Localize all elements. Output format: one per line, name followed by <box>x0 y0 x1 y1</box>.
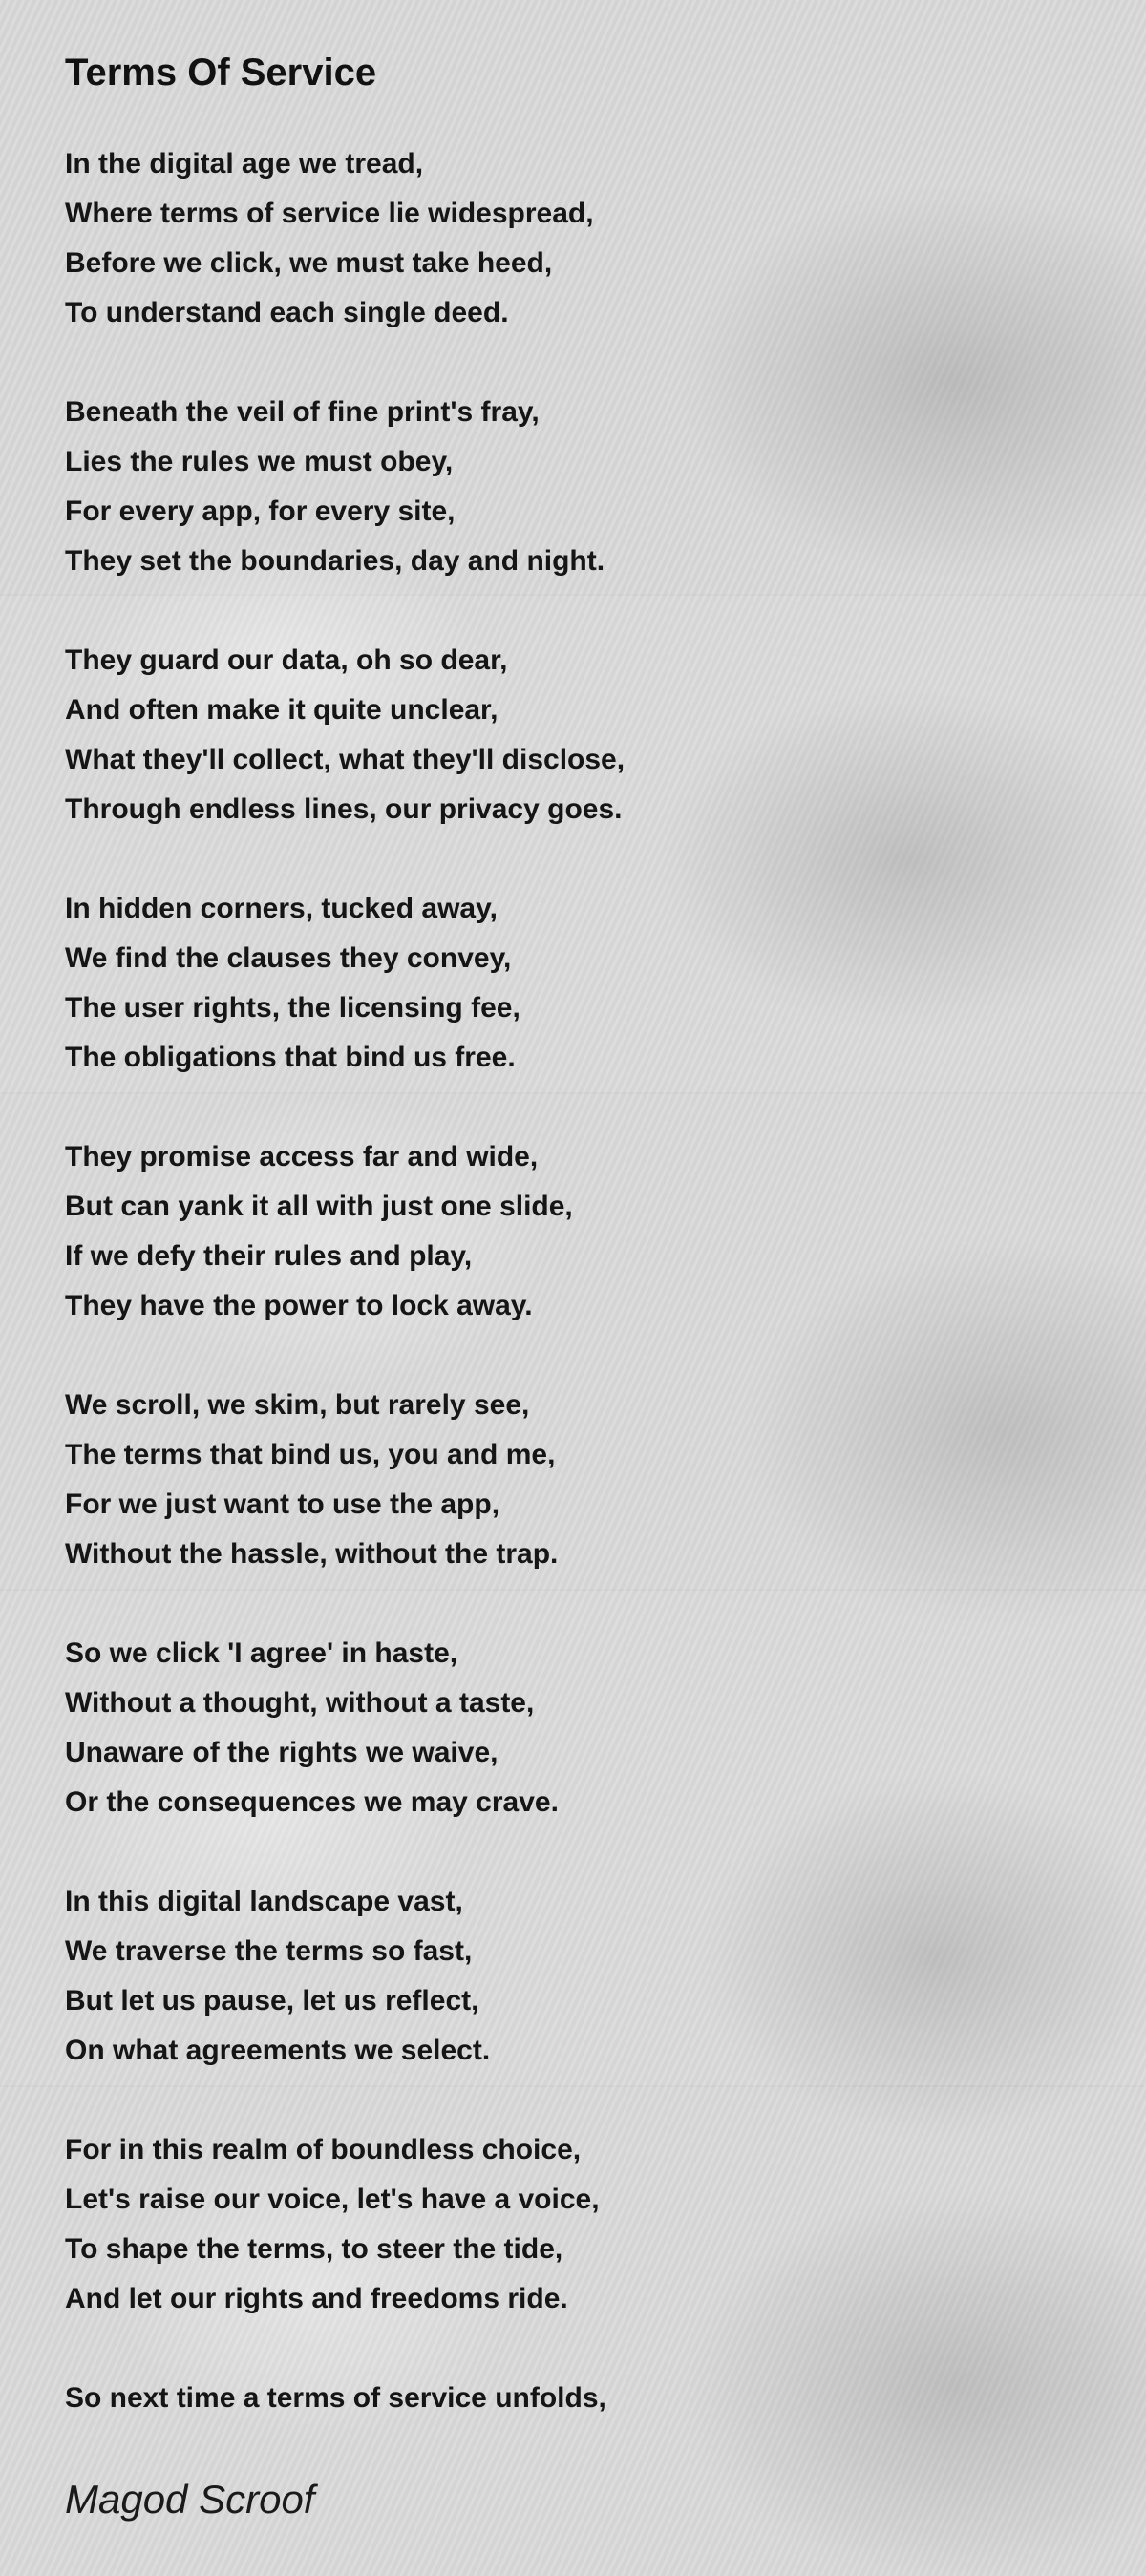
poem-stanza <box>65 1132 1077 1331</box>
poem-title: Terms Of Service <box>65 52 377 94</box>
poem-line: Unaware of the rights we waive, <box>65 1737 499 1768</box>
poem-line: They set the boundaries, day and night. <box>65 545 605 577</box>
poem-line: Before we click, we must take heed, <box>65 247 553 279</box>
poem-author: Magod Scroof <box>65 2477 315 2522</box>
poem-line: Without a thought, without a taste, <box>65 1687 535 1719</box>
poem-stanza <box>65 139 1077 338</box>
poem-line: We traverse the terms so fast, <box>65 1935 473 1967</box>
poem-stanza <box>65 636 1077 834</box>
poem-line: The user rights, the licensing fee, <box>65 992 520 1024</box>
poem-line: And often make it quite unclear, <box>65 694 499 726</box>
poem-line: If we defy their rules and play, <box>65 1240 473 1272</box>
poem-line: And let our rights and freedoms ride. <box>65 2283 568 2314</box>
poem-line: To shape the terms, to steer the tide, <box>65 2233 563 2265</box>
poem-line: On what agreements we select. <box>65 2035 491 2066</box>
poem-line: Where terms of service lie widespread, <box>65 198 594 229</box>
poem-line: For we just want to use the app, <box>65 1489 500 1520</box>
poem-line: But let us pause, let us reflect, <box>65 1985 479 2016</box>
poem-line: So next time a terms of service unfolds, <box>65 2382 606 2414</box>
poem-line: What they'll collect, what they'll disclose, <box>65 744 626 775</box>
poem-line: We find the clauses they convey, <box>65 942 512 974</box>
poem-line: The terms that bind us, you and me, <box>65 1439 556 1470</box>
poem-stanza <box>65 2374 1077 2423</box>
poem-line: Beneath the veil of fine print's fray, <box>65 396 540 428</box>
poem-line: For every app, for every site, <box>65 496 456 527</box>
poem-line: Without the hassle, without the trap. <box>65 1538 559 1570</box>
poem-stanza <box>65 1629 1077 1827</box>
poem-stanza <box>65 2125 1077 2324</box>
poem-container <box>65 48 1077 2473</box>
poem-line: For in this realm of boundless choice, <box>65 2134 582 2165</box>
poem-body <box>65 139 1077 2423</box>
poem-line: In the digital age we tread, <box>65 148 424 179</box>
poem-line: The obligations that bind us free. <box>65 1042 516 1073</box>
poem-line: They have the power to lock away. <box>65 1290 533 1321</box>
poem-line: We scroll, we skim, but rarely see, <box>65 1389 530 1421</box>
poem-line: Lies the rules we must obey, <box>65 446 454 477</box>
poem-line: They promise access far and wide, <box>65 1141 539 1172</box>
poem-line: In this digital landscape vast, <box>65 1886 463 1917</box>
poem-line: In hidden corners, tucked away, <box>65 893 498 924</box>
poem-line: They guard our data, oh so dear, <box>65 644 508 676</box>
poem-line: So we click 'I agree' in haste, <box>65 1637 458 1669</box>
poem-line: Or the consequences we may crave. <box>65 1786 559 1818</box>
poem-stanza <box>65 1877 1077 2076</box>
poem-line: To understand each single deed. <box>65 297 509 328</box>
poem-line: Through endless lines, our privacy goes. <box>65 793 623 825</box>
poem-stanza <box>65 1381 1077 1579</box>
poem-stanza <box>65 388 1077 586</box>
poem-line: But can yank it all with just one slide, <box>65 1191 573 1222</box>
poem-line: Let's raise our voice, let's have a voice, <box>65 2184 600 2215</box>
poem-stanza <box>65 884 1077 1083</box>
